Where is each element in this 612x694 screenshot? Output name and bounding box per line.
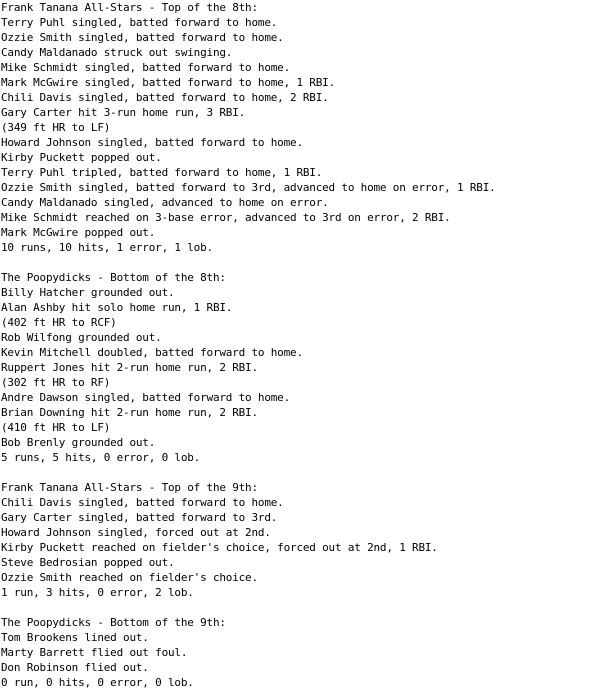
play-line: Steve Bedrosian popped out. xyxy=(1,556,175,569)
half-inning-header: Frank Tanana All-Stars - Top of the 9th: xyxy=(1,481,258,494)
play-line: Kirby Puckett popped out. xyxy=(1,151,162,164)
play-line: Ozzie Smith singled, batted forward to home. xyxy=(1,31,284,44)
play-line: Mike Schmidt singled, batted forward to home. xyxy=(1,61,291,74)
half-inning-summary: 1 run, 3 hits, 0 error, 2 lob. xyxy=(1,586,194,599)
play-line: Ruppert Jones hit 2-run home run, 2 RBI. xyxy=(1,361,258,374)
play-by-play-log xyxy=(1,0,609,690)
play-line: Mike Schmidt reached on 3-base error, advanced to 3rd on error, 2 RBI. xyxy=(1,211,451,224)
play-line: Mark McGwire singled, batted forward to home, 1 RBI. xyxy=(1,76,335,89)
play-line: Howard Johnson singled, batted forward to home. xyxy=(1,136,303,149)
play-line: Andre Dawson singled, batted forward to home. xyxy=(1,391,291,404)
half-inning-top-8th xyxy=(1,0,609,255)
play-line: Bob Brenly grounded out. xyxy=(1,436,156,449)
play-line: Gary Carter singled, batted forward to 3rd. xyxy=(1,511,278,524)
home-run-distance: (402 ft HR to RCF) xyxy=(1,316,117,329)
play-line: Billy Hatcher grounded out. xyxy=(1,286,175,299)
half-inning-header: Frank Tanana All-Stars - Top of the 8th: xyxy=(1,1,258,14)
play-line: Mark McGwire popped out. xyxy=(1,226,156,239)
play-line: Terry Puhl singled, batted forward to home. xyxy=(1,16,278,29)
play-line: Chili Davis singled, batted forward to home, 2 RBI. xyxy=(1,91,329,104)
play-line: Ozzie Smith reached on fielder's choice. xyxy=(1,571,258,584)
home-run-distance: (410 ft HR to LF) xyxy=(1,421,111,434)
play-line: Alan Ashby hit solo home run, 1 RBI. xyxy=(1,301,233,314)
half-inning-summary: 10 runs, 10 hits, 1 error, 1 lob. xyxy=(1,241,213,254)
half-inning-summary: 5 runs, 5 hits, 0 error, 0 lob. xyxy=(1,451,201,464)
half-inning-bottom-9th xyxy=(1,615,609,690)
play-line: Howard Johnson singled, forced out at 2nd. xyxy=(1,526,271,539)
play-line: Don Robinson flied out. xyxy=(1,661,149,674)
home-run-distance: (349 ft HR to LF) xyxy=(1,121,111,134)
play-line: Candy Maldanado struck out swinging. xyxy=(1,46,233,59)
half-inning-header: The Poopydicks - Bottom of the 8th: xyxy=(1,271,226,284)
play-line: Ozzie Smith singled, batted forward to 3rd, advanced to home on error, 1 RBI. xyxy=(1,181,496,194)
play-line: Kevin Mitchell doubled, batted forward to home. xyxy=(1,346,303,359)
play-line: Brian Downing hit 2-run home run, 2 RBI. xyxy=(1,406,258,419)
play-line: Chili Davis singled, batted forward to home. xyxy=(1,496,284,509)
play-line: Gary Carter hit 3-run home run, 3 RBI. xyxy=(1,106,246,119)
half-inning-header: The Poopydicks - Bottom of the 9th: xyxy=(1,616,226,629)
play-line: Tom Brookens lined out. xyxy=(1,631,149,644)
play-line: Rob Wilfong grounded out. xyxy=(1,331,162,344)
home-run-distance: (302 ft HR to RF) xyxy=(1,376,111,389)
half-inning-top-9th xyxy=(1,480,609,600)
half-inning-summary: 0 run, 0 hits, 0 error, 0 lob. xyxy=(1,676,194,689)
play-line: Terry Puhl tripled, batted forward to home, 1 RBI. xyxy=(1,166,323,179)
play-line: Marty Barrett flied out foul. xyxy=(1,646,188,659)
half-inning-bottom-8th xyxy=(1,270,609,465)
play-line: Candy Maldanado singled, advanced to home on error. xyxy=(1,196,329,209)
play-line: Kirby Puckett reached on fielder's choice, forced out at 2nd, 1 RBI. xyxy=(1,541,438,554)
